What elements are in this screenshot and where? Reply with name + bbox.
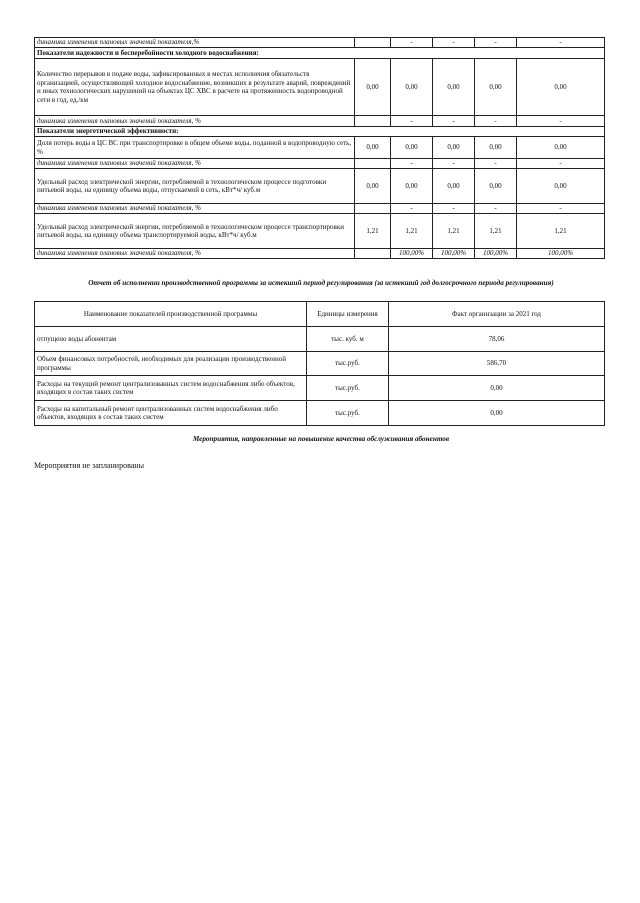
section-header-row [35,48,605,59]
table-row [35,376,605,401]
table-row [35,204,605,214]
row-name: Объем финансовых потребностей, необходимых для реализации производственной программы [35,352,307,376]
table-header-row [35,302,605,327]
table-row [35,116,605,127]
dynamics-label: динамика изменения плановых значений показателя, % [35,116,355,127]
indicators-table [34,37,605,259]
table-cell: 0,00 [391,137,433,159]
table-cell: 0,00 [475,137,517,159]
table-cell [355,116,391,127]
table-cell: - [433,38,475,48]
table-cell [355,38,391,48]
table-row [35,59,605,116]
table-cell: 0,00 [433,169,475,204]
table-cell: 100,00% [433,249,475,259]
dynamics-label: динамика изменения плановых значений показателя, % [35,159,355,169]
table-cell: 1,21 [517,214,605,249]
table-cell: - [391,159,433,169]
table-cell [355,159,391,169]
table-cell: - [391,116,433,127]
table-cell: - [433,116,475,127]
table-cell: 1,21 [355,214,391,249]
row-unit: тыс.руб. [307,376,389,401]
report-title: Отчет об исполнении производственной программы за истекший период регулирования (за истекший год долгосрочного периода регулирования) [88,279,554,287]
table-cell: 0,00 [391,169,433,204]
column-header: Наименование показателей производственной программы [35,302,307,327]
table-cell: 0,00 [355,169,391,204]
table-cell: - [517,116,605,127]
table-cell: 100,00% [517,249,605,259]
row-name: отпущено воды абонентам [35,327,307,352]
table-cell: 0,00 [517,169,605,204]
table-cell: 0,00 [433,59,475,116]
table-cell: 100,00% [391,249,433,259]
table-cell: 1,21 [391,214,433,249]
row-name: Расходы на текущий ремонт централизованных систем водоснабжения либо объектов, входящих в состав таких систем [35,376,307,401]
losses-label: Доля потерь воды в ЦС ВС при транспортировке в общем объеме воды, поданной в водопроводную сеть, % [35,137,355,159]
interruptions-label: Количество перерывов в подаче воды, зафиксированных в местах исполнения обязательств организацией, осуществляющей холодное водоснабжение, возникших в результате аварий, повреждений и иных технологических нарушений на объектах ЦС ХВС в расчете на протяженность водопроводной сети в год, ед./км [35,59,355,116]
table-row [35,159,605,169]
row-value: 78,06 [389,327,605,352]
transport-energy-label: Удельный расход электрической энергии, потребляемой в технологическом процессе транспортировки питьевой воды, на единицу объема транспортируемой воды, кВт*ч/ куб.м [35,214,355,249]
table-cell: - [433,204,475,214]
table-cell: - [475,204,517,214]
table-cell: - [391,38,433,48]
column-header: Единицы измерения [307,302,389,327]
row-value: 0,00 [389,376,605,401]
column-header: Факт организации за 2021 год [389,302,605,327]
table-row [35,327,605,352]
table-cell [355,249,391,259]
measures-title: Мероприятия, направленные на повышение качества обслуживания абонентов [192,435,450,443]
row-name: Расходы на капитальный ремонт централизованных систем водоснабжения либо объектов, входящих в состав таких систем [35,401,307,426]
row-value: 586,70 [389,352,605,376]
table-cell: - [517,38,605,48]
program-report-table [34,301,605,426]
table-cell: 1,21 [433,214,475,249]
row-value: 0,00 [389,401,605,426]
table-row [35,249,605,259]
table-cell: 100,00% [475,249,517,259]
prep-energy-label: Удельный расход электрической энергии, потребляемой в технологическом процессе подготовки питьевой воды, на единицу объема воды, отпускаемой в сеть, кВт*ч/ куб.м [35,169,355,204]
table-cell: 0,00 [517,59,605,116]
table-row [35,137,605,159]
section-header-row [35,127,605,137]
table-cell: 0,00 [475,169,517,204]
table-cell: - [517,204,605,214]
table-cell: 0,00 [517,137,605,159]
table-row [35,38,605,48]
table-cell: 0,00 [391,59,433,116]
row-unit: тыс.руб. [307,401,389,426]
table-row [35,401,605,426]
table-cell: 0,00 [475,59,517,116]
table-cell [355,204,391,214]
table-row [35,352,605,376]
row-unit: тыс.руб. [307,352,389,376]
dynamics-label: динамика изменения плановых значений показателя, % [35,249,355,259]
table-cell: - [475,159,517,169]
dynamics-label: динамика изменения плановых значений показателя, % [35,204,355,214]
energy-header: Показатели энергетической эффективности: [35,127,605,137]
table-cell: 0,00 [355,59,391,116]
table-cell: - [475,116,517,127]
table-cell: 0,00 [355,137,391,159]
table-row [35,214,605,249]
table-cell: - [391,204,433,214]
table-cell: 1,21 [475,214,517,249]
table-cell: - [517,159,605,169]
measures-text: Мероприятия не запланированы [34,461,144,470]
table-cell: - [475,38,517,48]
reliability-header: Показатели надежности и бесперебойности холодного водоснабжения: [35,48,605,59]
table-cell: - [433,159,475,169]
row-unit: тыс. куб. м [307,327,389,352]
table-cell: 0,00 [433,137,475,159]
table-row [35,169,605,204]
dynamics-label: динамика изменения плановых значений показателя,% [35,38,355,48]
